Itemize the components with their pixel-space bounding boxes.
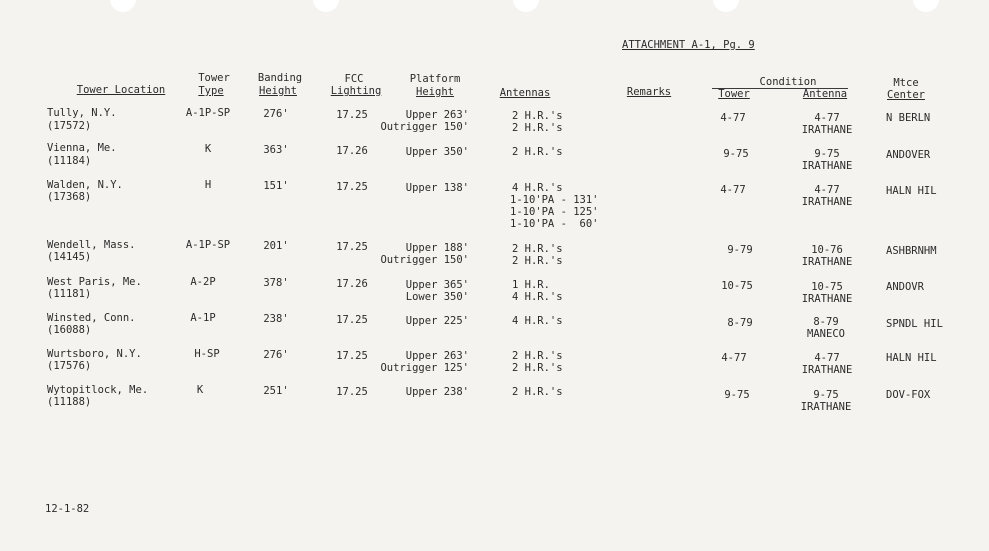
row-banding-height: 378': [263, 277, 289, 289]
row-platform-height: Upper 263': [405, 350, 469, 362]
row-banding-height: 276': [263, 349, 289, 361]
row-banding-height: 151': [263, 180, 289, 192]
row-fcc-lighting: 17.25: [336, 314, 368, 326]
header-banding-2: Height: [259, 85, 297, 97]
row-mtce-center: N BERLN: [886, 112, 931, 124]
row-fcc-lighting: 17.25: [336, 109, 368, 121]
row-tower-type: A-1P: [190, 312, 216, 324]
row-condition-antenna: 10-75: [811, 281, 843, 293]
row-location-name: Tully, N.Y.: [47, 107, 117, 119]
punch-hole: [913, 0, 939, 12]
row-condition-tower: 4-77: [720, 184, 746, 196]
row-condition-tower: 8-79: [727, 317, 753, 329]
row-antenna: 2 H.R.'s: [512, 386, 563, 398]
row-platform-height: Outrigger 150': [380, 121, 469, 133]
row-platform-height: Upper 138': [405, 182, 469, 194]
row-location-name: Walden, N.Y.: [47, 179, 123, 191]
row-tower-type: A-1P-SP: [185, 107, 231, 119]
row-condition-tower: 9-75: [723, 148, 749, 160]
row-tower-type: A-1P-SP: [185, 239, 231, 251]
row-platform-height: Outrigger 125': [380, 362, 469, 374]
header-platform-2: Height: [416, 86, 454, 98]
row-location-name: Wytopitlock, Me.: [47, 384, 149, 396]
row-tower-type: K: [196, 384, 204, 396]
row-condition-tower: 9-79: [727, 244, 753, 256]
row-mtce-center: ANDOVER: [886, 149, 931, 161]
row-antenna: 1-10'PA - 60': [510, 218, 599, 230]
header-platform-1: Platform: [409, 73, 461, 85]
row-location-code: (14145): [47, 251, 92, 263]
row-antenna: 2 H.R.'s: [512, 243, 563, 255]
row-platform-height: Upper 263': [405, 109, 469, 121]
row-fcc-lighting: 17.25: [336, 241, 368, 253]
row-location-name: Vienna, Me.: [47, 142, 117, 154]
header-fcc-1: FCC: [344, 73, 364, 85]
row-mtce-center: SPNDL HIL: [886, 318, 943, 330]
row-mtce-center: HALN HIL: [886, 352, 937, 364]
row-platform-height: Upper 365': [405, 279, 469, 291]
row-antenna: 2 H.R.'s: [512, 362, 563, 374]
row-location-name: Winsted, Conn.: [47, 312, 136, 324]
punch-hole: [513, 0, 539, 12]
header-tower-type-1: Tower: [198, 72, 230, 84]
row-condition-antenna-coating: IRATHANE: [801, 124, 853, 136]
header-fcc-2: Lighting: [330, 85, 382, 97]
row-condition-antenna-coating: IRATHANE: [800, 401, 852, 413]
row-tower-type: H-SP: [194, 348, 220, 360]
row-antenna: 2 H.R.'s: [512, 110, 563, 122]
row-platform-height: Upper 238': [405, 386, 469, 398]
row-fcc-lighting: 17.26: [336, 145, 368, 157]
row-condition-antenna: 9-75: [814, 148, 840, 160]
row-platform-height: Upper 350': [405, 146, 469, 158]
header-antennas: Antennas: [499, 87, 551, 99]
punch-hole: [110, 0, 136, 12]
row-fcc-lighting: 17.25: [336, 386, 368, 398]
row-location-code: (11184): [47, 155, 92, 167]
row-fcc-lighting: 17.25: [336, 350, 368, 362]
row-location-name: Wurtsboro, N.Y.: [47, 348, 142, 360]
row-antenna: 2 H.R.'s: [512, 122, 563, 134]
row-antenna: 1 H.R.: [512, 279, 550, 291]
row-location-name: West Paris, Me.: [47, 276, 142, 288]
row-fcc-lighting: 17.26: [336, 278, 368, 290]
row-condition-antenna: 10-76: [811, 244, 843, 256]
row-antenna: 4 H.R.'s: [512, 291, 563, 303]
row-mtce-center: ANDOVR: [886, 281, 924, 293]
row-banding-height: 276': [263, 108, 289, 120]
row-location-code: (11188): [47, 396, 92, 408]
row-banding-height: 363': [263, 144, 289, 156]
row-antenna: 1-10'PA - 125': [510, 206, 599, 218]
row-antenna: 2 H.R.'s: [512, 146, 563, 158]
row-condition-antenna-coating: IRATHANE: [801, 256, 853, 268]
row-condition-tower: 4-77: [721, 352, 747, 364]
row-location-code: (11181): [47, 288, 92, 300]
row-mtce-center: HALN HIL: [886, 185, 937, 197]
header-condition-antenna: Antenna: [802, 88, 848, 100]
row-banding-height: 201': [263, 240, 289, 252]
row-condition-tower: 9-75: [724, 389, 750, 401]
row-condition-antenna: 8-79: [813, 316, 839, 328]
row-condition-antenna: 9-75: [813, 389, 839, 401]
row-location-code: (17368): [47, 191, 92, 203]
row-condition-antenna: 4-77: [814, 112, 840, 124]
header-remarks: Remarks: [626, 86, 672, 98]
row-location-code: (17576): [47, 360, 92, 372]
row-tower-type: K: [204, 143, 212, 155]
row-banding-height: 251': [263, 385, 289, 397]
row-antenna: 4 H.R.'s: [512, 182, 563, 194]
header-condition-tower: Tower: [718, 88, 750, 100]
row-condition-antenna-coating: IRATHANE: [801, 160, 853, 172]
footer-date: 12-1-82: [45, 503, 90, 515]
row-tower-type: A-2P: [190, 276, 216, 288]
header-tower-location: Tower Location: [76, 84, 166, 96]
row-condition-antenna-coating: IRATHANE: [801, 196, 853, 208]
row-condition-tower: 4-77: [720, 112, 746, 124]
row-condition-antenna-coating: MANECO: [807, 328, 845, 340]
header-mtce-1: Mtce: [893, 77, 919, 89]
row-mtce-center: DOV-FOX: [886, 389, 931, 401]
header-mtce-2: Center: [887, 89, 925, 101]
row-platform-height: Upper 225': [405, 315, 469, 327]
header-banding-1: Banding: [257, 72, 303, 84]
header-condition: Condition: [759, 76, 817, 88]
row-platform-height: Lower 350': [405, 291, 469, 303]
row-platform-height: Outrigger 150': [380, 254, 469, 266]
row-location-code: (16088): [47, 324, 92, 336]
row-condition-tower: 10-75: [721, 280, 753, 292]
row-mtce-center: ASHBRNHM: [886, 245, 937, 257]
punch-hole: [713, 0, 739, 12]
row-condition-antenna: 4-77: [814, 352, 840, 364]
punch-hole: [313, 0, 339, 12]
row-tower-type: H: [204, 179, 212, 191]
row-antenna: 2 H.R.'s: [512, 255, 563, 267]
row-fcc-lighting: 17.25: [336, 181, 368, 193]
row-antenna: 1-10'PA - 131': [510, 194, 599, 206]
row-antenna: 2 H.R.'s: [512, 350, 563, 362]
header-tower-type-2: Type: [198, 85, 224, 97]
row-location-name: Wendell, Mass.: [47, 239, 136, 251]
row-banding-height: 238': [263, 313, 289, 325]
row-condition-antenna-coating: IRATHANE: [801, 364, 853, 376]
row-condition-antenna: 4-77: [814, 184, 840, 196]
attachment-label: ATTACHMENT A-1, Pg. 9: [622, 39, 755, 51]
row-condition-antenna-coating: IRATHANE: [801, 293, 853, 305]
row-location-code: (17572): [47, 120, 92, 132]
row-antenna: 4 H.R.'s: [512, 315, 563, 327]
row-platform-height: Upper 188': [405, 242, 469, 254]
